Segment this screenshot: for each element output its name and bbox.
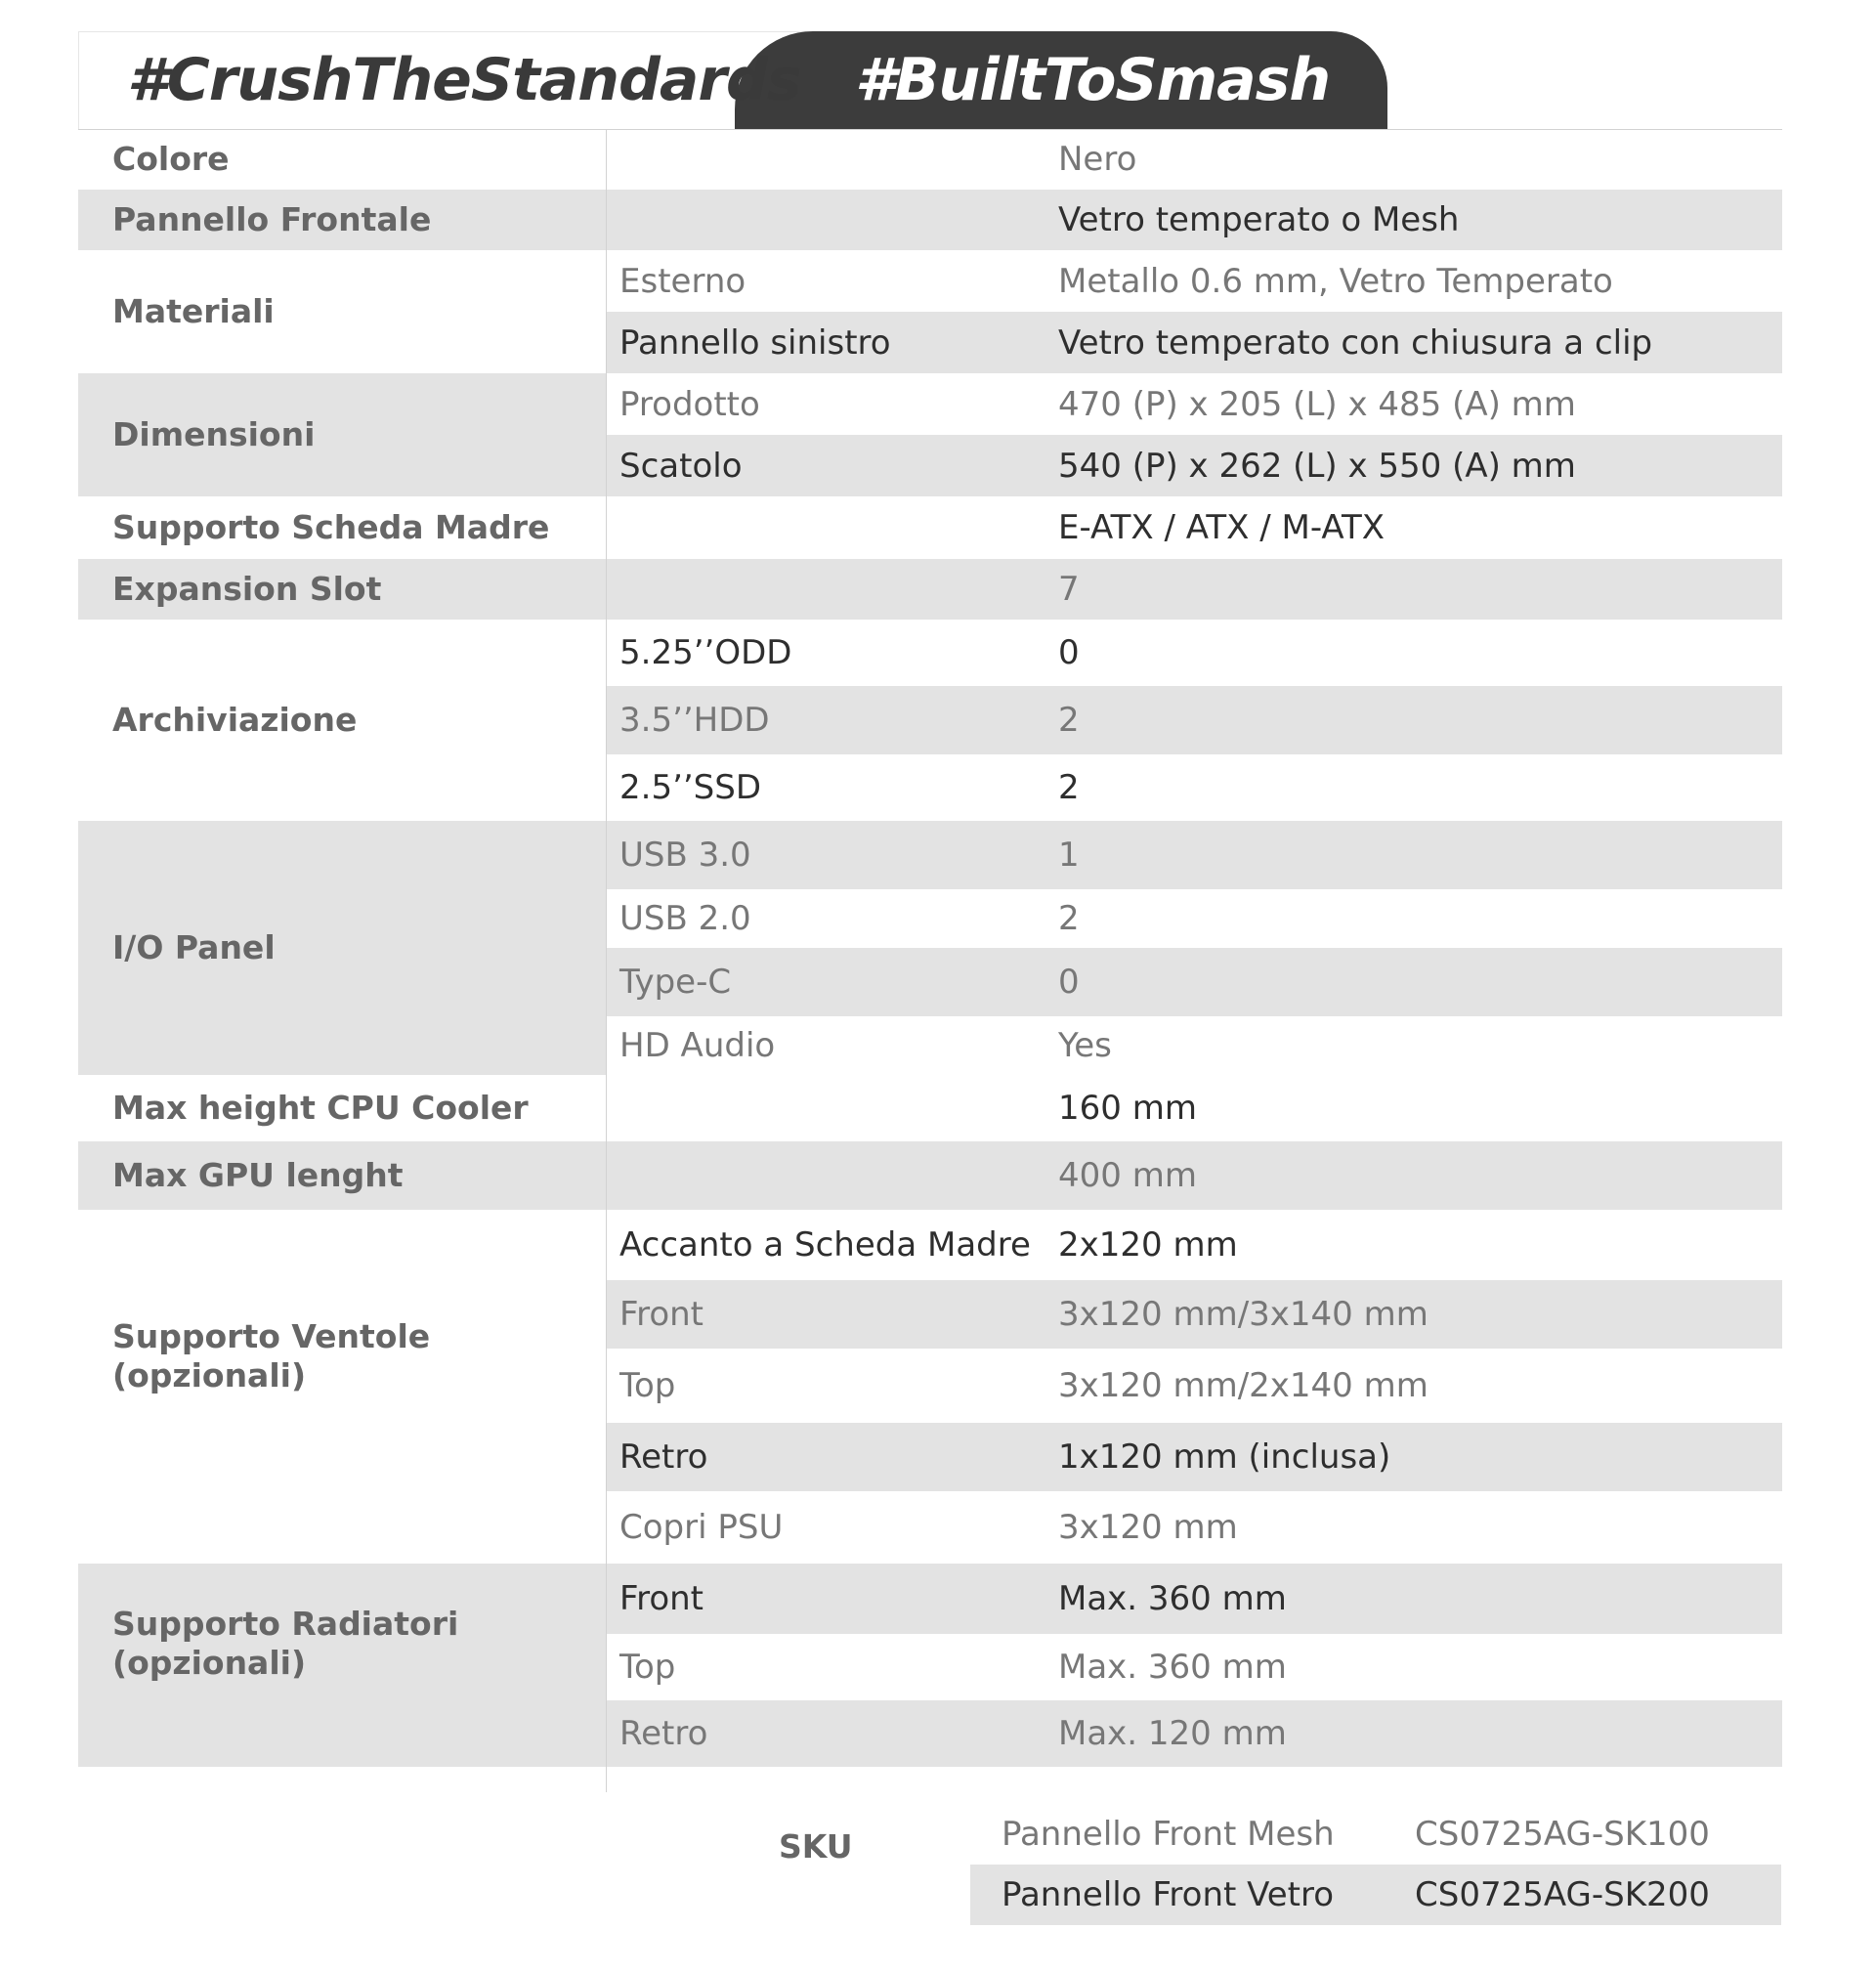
spec-category: Supporto Scheda Madre: [78, 496, 606, 559]
spec-sub-label: 5.25’’ODD: [619, 633, 792, 672]
spec-value: 1: [1058, 836, 1080, 875]
spec-sub-label: Copri PSU: [619, 1508, 784, 1547]
spec-category: I/O Panel: [78, 821, 606, 1075]
tab-built-to-smash: #BuiltToSmash: [855, 46, 1331, 114]
spec-value: 540 (P) x 262 (L) x 550 (A) mm: [1058, 446, 1576, 486]
spec-sub-label: Scatolo: [619, 446, 743, 486]
spec-value: Vetro temperato o Mesh: [1058, 200, 1460, 239]
sku-code: CS0725AG-SK200: [1415, 1875, 1710, 1914]
sku-row: [970, 1804, 1781, 1865]
spec-value: 3x120 mm/3x140 mm: [1058, 1295, 1428, 1334]
spec-value: Max. 120 mm: [1058, 1714, 1287, 1753]
spec-category: Expansion Slot: [78, 559, 606, 620]
spec-value: 160 mm: [1058, 1089, 1197, 1128]
sku-name: Pannello Front Mesh: [1002, 1815, 1335, 1854]
spec-category: Materiali: [78, 250, 606, 373]
spec-category: Colore: [78, 129, 606, 190]
spec-value: 2: [1058, 701, 1080, 740]
spec-sub-label: 3.5’’HDD: [619, 701, 770, 740]
column-divider: [606, 129, 607, 1792]
spec-value: 2: [1058, 899, 1080, 938]
spec-sub-label: USB 3.0: [619, 836, 751, 875]
spec-sub-label: 2.5’’SSD: [619, 768, 762, 807]
spec-value: Vetro temperato con chiusura a clip: [1058, 322, 1653, 363]
spec-category: Dimensioni: [78, 373, 606, 496]
spec-sub-label: Accanto a Scheda Madre: [619, 1225, 1031, 1265]
spec-sub-label: Front: [619, 1579, 704, 1618]
spec-category: Archiviazione: [78, 620, 606, 821]
spec-value: Nero: [1058, 140, 1137, 179]
spec-value: 400 mm: [1058, 1156, 1197, 1195]
spec-sub-label: HD Audio: [619, 1026, 776, 1065]
spec-value: 3x120 mm/2x140 mm: [1058, 1366, 1428, 1405]
spec-category: Pannello Frontale: [78, 190, 606, 250]
spec-sub-label: Top: [619, 1366, 676, 1405]
spec-value: 470 (P) x 205 (L) x 485 (A) mm: [1058, 384, 1576, 424]
spec-value: 2x120 mm: [1058, 1225, 1238, 1265]
spec-value: 0: [1058, 963, 1080, 1002]
sku-label: SKU: [779, 1827, 853, 1866]
spec-category: Supporto Ventole (opzionali): [78, 1210, 606, 1564]
sku-name: Pannello Front Vetro: [1002, 1875, 1335, 1914]
spec-sub-label: Pannello sinistro: [619, 322, 891, 363]
spec-value: 0: [1058, 633, 1080, 672]
spec-value: Max. 360 mm: [1058, 1648, 1287, 1687]
sku-row: [970, 1865, 1781, 1925]
spec-sub-label: Esterno: [619, 261, 746, 301]
spec-category: Max GPU lenght: [78, 1141, 606, 1210]
spec-category: Max height CPU Cooler: [78, 1075, 606, 1141]
table-top-border: [78, 129, 1782, 130]
spec-value: 1x120 mm (inclusa): [1058, 1437, 1391, 1477]
spec-sub-label: Front: [619, 1295, 704, 1334]
spec-value: Metallo 0.6 mm, Vetro Temperato: [1058, 261, 1613, 301]
spec-sub-label: Retro: [619, 1714, 708, 1753]
spec-sub-label: Type-C: [619, 963, 732, 1002]
sku-code: CS0725AG-SK100: [1415, 1815, 1710, 1854]
spec-category: Supporto Radiatori (opzionali): [78, 1564, 606, 1767]
spec-value: 2: [1058, 768, 1080, 807]
spec-value: Yes: [1058, 1026, 1112, 1065]
spec-sub-label: Prodotto: [619, 384, 760, 424]
spec-value: 7: [1058, 570, 1080, 609]
spec-value: Max. 360 mm: [1058, 1579, 1287, 1618]
header-tabs: [78, 31, 1387, 129]
spec-value: E-ATX / ATX / M-ATX: [1058, 508, 1386, 547]
spec-value: 3x120 mm: [1058, 1508, 1238, 1547]
spec-sub-label: Retro: [619, 1437, 708, 1477]
spec-sub-label: USB 2.0: [619, 899, 751, 938]
tab-crush-the-standards: #CrushTheStandards: [127, 46, 801, 114]
spec-sub-label: Top: [619, 1648, 676, 1687]
